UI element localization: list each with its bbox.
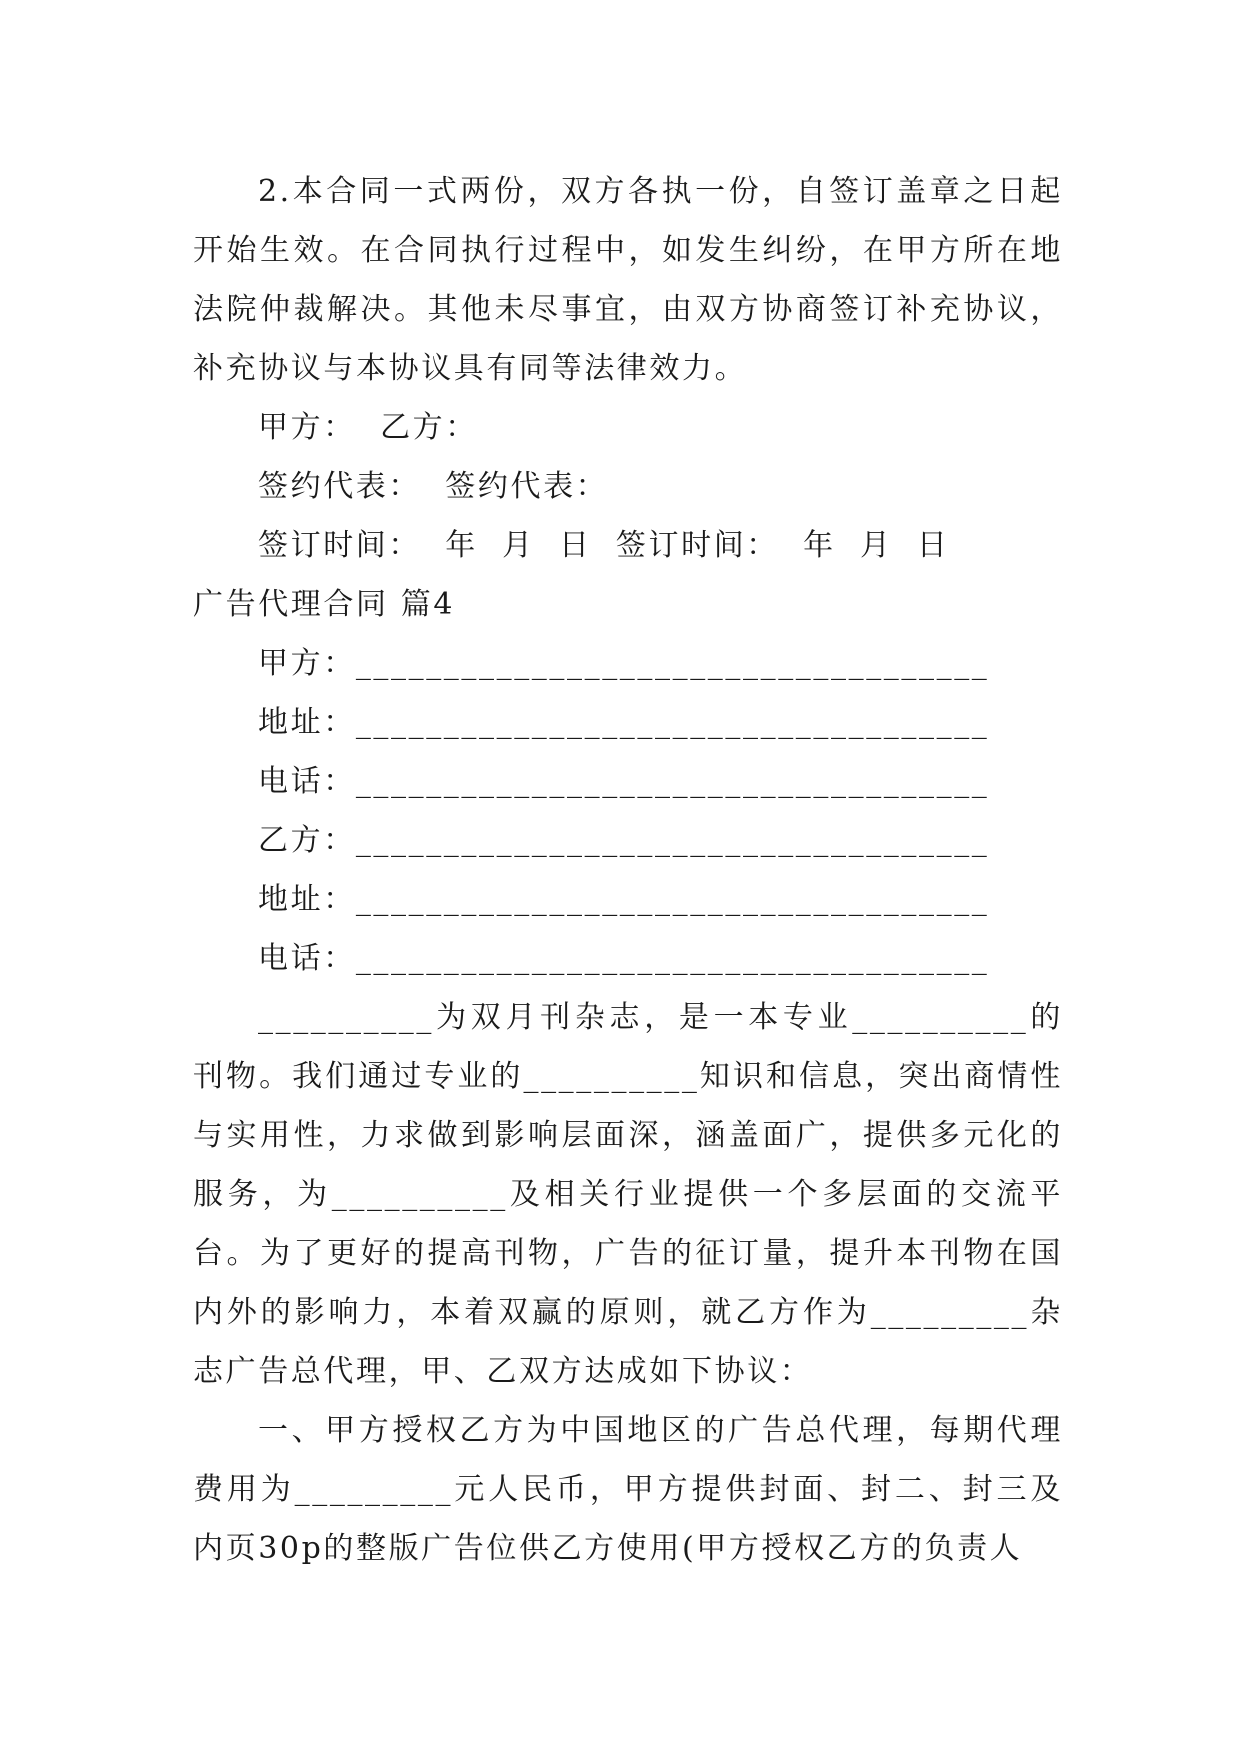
field-row-party-b-address [193,870,1063,929]
field-row-party-a [193,634,1063,693]
signature-representatives-line: 签约代表： 签约代表： [258,469,609,504]
field-label: 甲方： [258,646,356,681]
intro-paragraph: __________为双月刊杂志，是一本专业__________的刊物。我们通过专业的__________知识和信息，突出商情性与实用性，力求做到影响层面深，涵盖面广，提供多元化的服务，为__________及相关行业提供一个多层面的交流平台。为了更好的提高刊物，广告的征订量，提升本刊物在国内外的影响力，本着双赢的原则，就乙方作为_________杂志广告总代理，甲、乙双方达成如下协议： [193,1000,1063,1389]
field-row-party-a-address [193,693,1063,752]
clause-one-paragraph: 一、甲方授权乙方为中国地区的广告总代理，每期代理费用为_________元人民币，甲方提供封面、封二、封三及内页30p的整版广告位供乙方使用(甲方授权乙方的负责人 [193,1413,1063,1566]
effect-clause-paragraph: 2.本合同一式两份，双方各执一份，自签订盖章之日起开始生效。在合同执行过程中，如发生纠纷，在甲方所在地法院仲裁解决。其他未尽事宜，由双方协商签订补充协议，补充协议与本协议具有同等法律效力。 [193,174,1063,386]
field-blank: ____________________________________ [355,764,990,799]
field-label: 乙方： [258,823,356,858]
section-heading: 广告代理合同 篇4 [193,587,456,622]
field-label: 电话： [258,941,356,976]
signature-dates-line: 签订时间： 年 月 日 签订时间： 年 月 日 [258,528,950,563]
field-row-party-a-phone [193,752,1063,811]
field-blank: ____________________________________ [355,705,990,740]
field-label: 地址： [258,882,356,917]
field-label: 电话： [258,764,356,799]
field-blank: ____________________________________ [355,882,990,917]
field-label: 地址： [258,705,356,740]
document-body [193,162,1063,1578]
field-row-party-b [193,811,1063,870]
party-info-fields [193,634,1063,988]
signature-parties-line: 甲方： 乙方： [258,410,478,445]
field-blank: ____________________________________ [355,941,990,976]
field-blank: ____________________________________ [355,646,990,681]
field-blank: ____________________________________ [355,823,990,858]
field-row-party-b-phone [193,929,1063,988]
